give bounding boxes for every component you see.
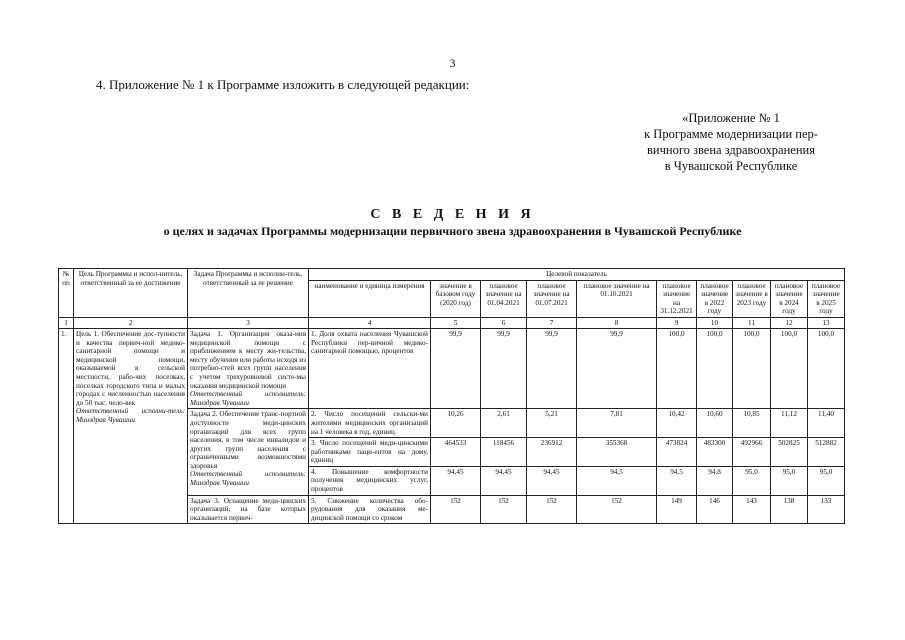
indicator-value: 236912	[527, 438, 577, 467]
header-no: № пп	[59, 269, 74, 318]
header-col-5: значение в базовом году (2020 год)	[431, 280, 481, 317]
indicator-value: 152	[577, 495, 657, 524]
indicator-name: 3. Число посещений меди-цинскими работниками паци-ентов на дому, единиц	[309, 438, 431, 467]
indicator-value: 118456	[481, 438, 527, 467]
indicator-name: 4. Повышение комфортности получения медицинских услуг, процентов	[309, 466, 431, 495]
task-2-text: Задача 2. Обеспечение транс-портной доступности меди-цинских организаций для всех групп населения, в том числе инвалидов и других групп населения с ограниченными возможностями здоровья	[190, 410, 306, 470]
indicator-value: 94,45	[431, 466, 481, 495]
indicator-value: 10,85	[733, 409, 771, 438]
column-number-row	[59, 317, 845, 328]
appendix-line: к Программе модернизации пер-	[644, 127, 818, 141]
goal-text: Цель 1. Обеспечение дос-тупности и качества первич-ной медико-санитарной помощи и медицинской помощи, оказываемой в сельской местности, рабо-чих поселках, поселках городского типа и малых городах с численностью населения до 50 тыс. чело-век	[76, 329, 185, 407]
task-1-text: Задача 1. Организация оказа-ния медицинской помощи с приближением к месту жи-тельства, месту обучения или работы исходя из потребно-стей всех групп населения с учетом трехуровневой систе-мы оказания медицинской помощи	[190, 329, 306, 390]
indicator-value: 152	[431, 495, 481, 524]
indicator-value: 149	[657, 495, 697, 524]
indicator-value: 492966	[733, 438, 771, 467]
column-number: 11	[733, 317, 771, 328]
indicator-value: 5,21	[527, 409, 577, 438]
indicator-value: 100,0	[771, 328, 808, 408]
indicator-name: 5. Снижение количества обо-рудования для оказания ме-дицинской помощи со сроком	[309, 495, 431, 524]
page-number: 3	[449, 56, 456, 70]
task-2-cell	[188, 409, 309, 495]
row-number: 1.	[59, 328, 74, 523]
indicator-value: 152	[481, 495, 527, 524]
appendix-header	[606, 110, 856, 174]
indicator-value: 2,61	[481, 409, 527, 438]
indicator-value: 152	[527, 495, 577, 524]
indicator-value: 512882	[808, 438, 845, 467]
column-number: 1	[59, 317, 74, 328]
column-number: 10	[697, 317, 733, 328]
indicator-value: 99,9	[527, 328, 577, 408]
indicator-value: 502825	[771, 438, 808, 467]
appendix-line: «Приложение № 1	[682, 111, 780, 125]
header-col-7: плановое значение на 01.07.2021	[527, 280, 577, 317]
indicator-value: 133	[808, 495, 845, 524]
indicator-value: 11,12	[771, 409, 808, 438]
header-col-9: плановое значение на 31.12.2021	[657, 280, 697, 317]
task-1-executor: Ответственный исполнитель: Минздрав Чувашии	[190, 390, 306, 407]
header-col-10: плановое значение в 2022 году	[697, 280, 733, 317]
indicator-value: 95,0	[733, 466, 771, 495]
indicator-value: 99,9	[577, 328, 657, 408]
header-goal: Цель Программы и испол-нитель, ответственный за ее достижение	[74, 269, 188, 318]
column-number: 5	[431, 317, 481, 328]
indicator-value: 100,0	[657, 328, 697, 408]
header-indicator-name: наименование и единица измерения	[309, 280, 431, 317]
indicator-value: 95,0	[771, 466, 808, 495]
indicator-value: 100,0	[808, 328, 845, 408]
indicator-value: 94,45	[527, 466, 577, 495]
task-3-text: Задача 3. Оснащение меди-цинских организаций, на базе которых оказывается первич-	[190, 496, 306, 522]
indicator-name: 1. Доля охвата населения Чувашской Республики пер-вичной медико-санитарной помощью, процентов	[309, 328, 431, 408]
indicator-value: 94,45	[481, 466, 527, 495]
column-number: 9	[657, 317, 697, 328]
header-task: Задача Программы и исполни-тель, ответственный за ее решение	[188, 269, 309, 318]
indicator-value: 100,0	[733, 328, 771, 408]
task-2-executor: Ответственный исполнитель: Минздрав Чувашии	[190, 470, 306, 488]
task-3-cell	[188, 495, 309, 524]
indicator-value: 10,26	[431, 409, 481, 438]
header-col-6: плановое значение на 01.04.2021	[481, 280, 527, 317]
indicator-value: 483300	[697, 438, 733, 467]
indicator-value: 138	[771, 495, 808, 524]
column-number: 6	[481, 317, 527, 328]
column-number: 2	[74, 317, 188, 328]
indicator-value: 473824	[657, 438, 697, 467]
header-target-indicator: Целевой показатель	[309, 269, 845, 281]
header-col-12: плановое значение в 2024 году	[771, 280, 808, 317]
indicator-value: 94,5	[657, 466, 697, 495]
header-col-11: плановое значение в 2023 году	[733, 280, 771, 317]
indicator-value: 11,40	[808, 409, 845, 438]
document-title: С В Е Д Е Н И Я	[370, 207, 535, 222]
column-number: 4	[309, 317, 431, 328]
indicator-value: 99,9	[431, 328, 481, 408]
goals-tasks-table	[58, 268, 845, 524]
goal-cell	[74, 328, 188, 523]
amendment-paragraph: 4. Приложение № 1 к Программе изложить в следующей редакции:	[96, 77, 470, 92]
indicator-value: 143	[733, 495, 771, 524]
header-col-13: плановое значение в 2025 году	[808, 280, 845, 317]
indicator-value: 94,8	[697, 466, 733, 495]
indicator-value: 10,42	[657, 409, 697, 438]
task-1-cell	[188, 328, 309, 408]
indicator-value: 100,0	[697, 328, 733, 408]
indicator-value: 99,9	[481, 328, 527, 408]
column-number: 12	[771, 317, 808, 328]
indicator-value: 94,5	[577, 466, 657, 495]
indicator-value: 464533	[431, 438, 481, 467]
indicator-value: 7,81	[577, 409, 657, 438]
indicator-name: 2. Число посещений сельски-ми жителями медицинских организаций на 1 человека в год, единиц	[309, 409, 431, 438]
column-number: 7	[527, 317, 577, 328]
indicator-value: 10,60	[697, 409, 733, 438]
column-number: 13	[808, 317, 845, 328]
indicator-value: 95,0	[808, 466, 845, 495]
table-row	[59, 328, 845, 408]
header-col-8: плановое значение на 01.10.2021	[577, 280, 657, 317]
indicator-value: 146	[697, 495, 733, 524]
column-number: 3	[188, 317, 309, 328]
appendix-line: в Чувашской Республике	[664, 159, 798, 173]
column-number: 8	[577, 317, 657, 328]
appendix-line: вичного звена здравоохранения	[647, 143, 815, 157]
document-subtitle: о целях и задачах Программы модернизации первичного звена здравоохранения в Чувашской Республике	[163, 224, 742, 238]
goal-executor: Ответственный исполни-тель: Минздрав Чувашии	[76, 407, 185, 424]
indicator-value: 355368	[577, 438, 657, 467]
